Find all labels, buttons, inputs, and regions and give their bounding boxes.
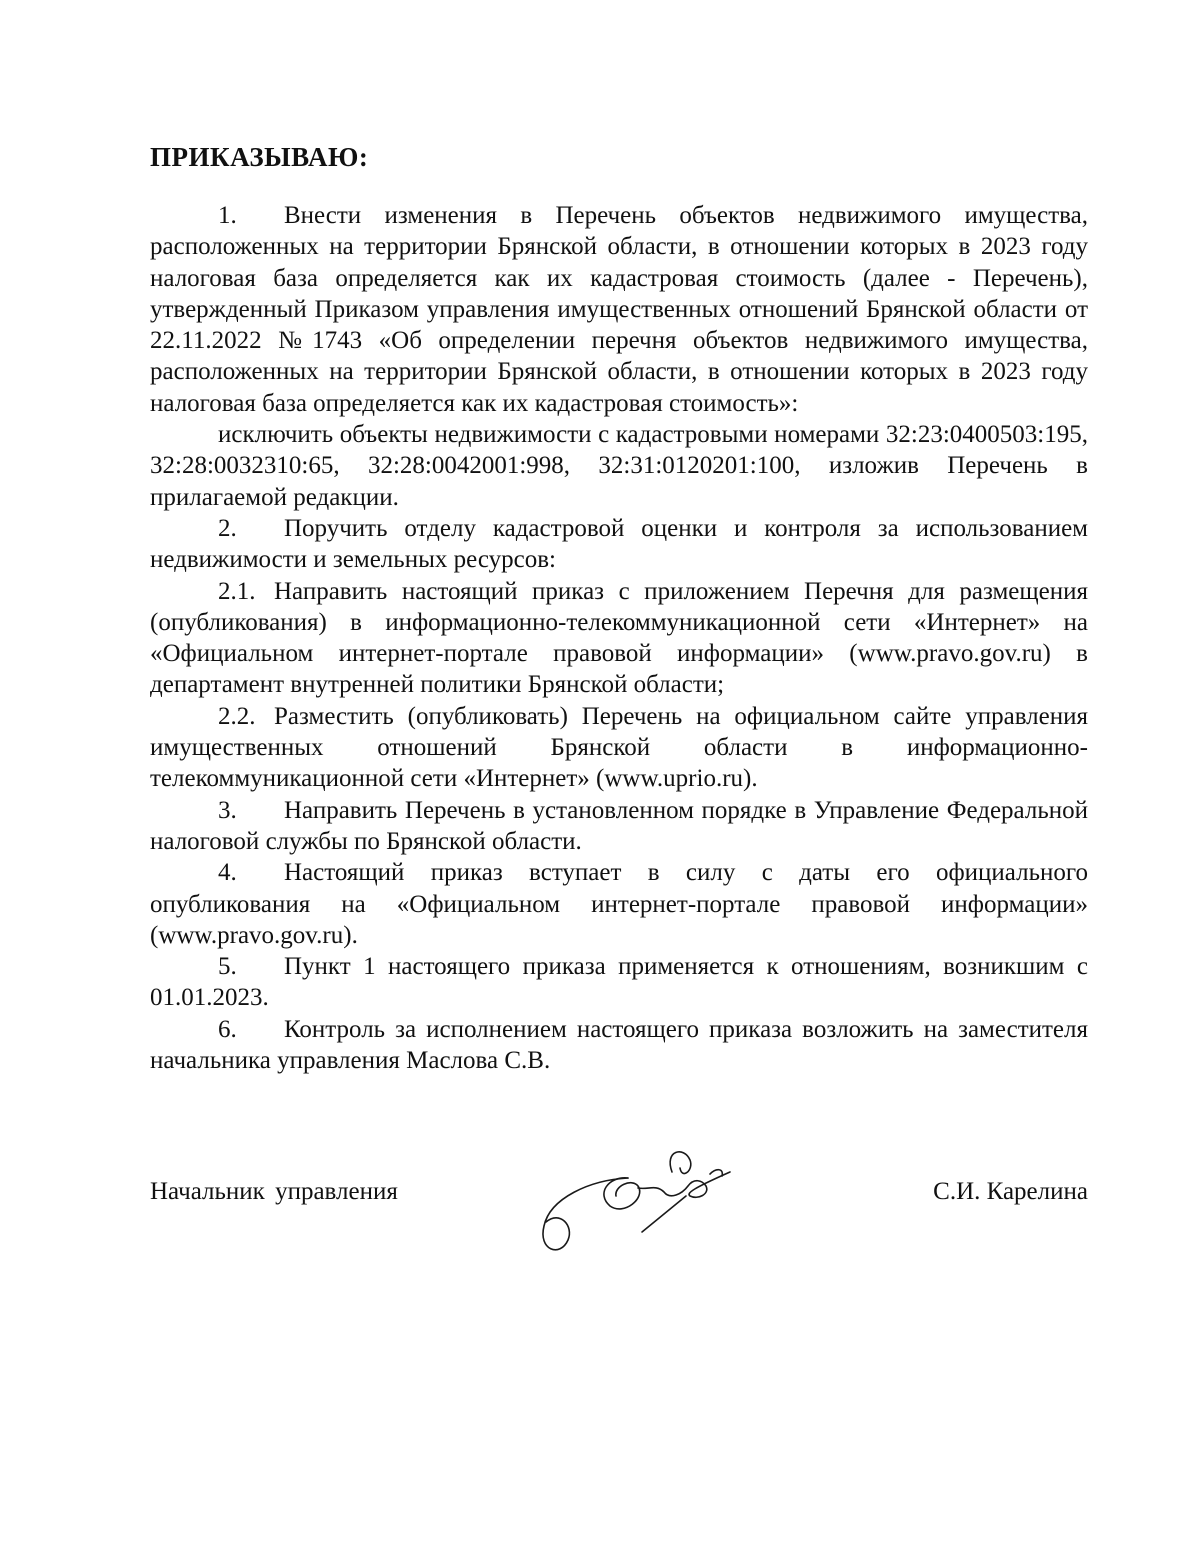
item-text: Разместить (опубликовать) Перечень на официальном сайте управления имущественных отношений Брянской области в информационно-телекоммуникационной сети «Интернет» (www.uprio.ru). — [150, 702, 1088, 793]
order-item-2-1 — [150, 576, 1088, 701]
item-text: Внести изменения в Перечень объектов недвижимого имущества, расположенных на территории Брянской области, в отношении которых в 2023 году налоговая база определяется как их кадастровая стоимость (далее - Перечень), утвержденный Приказом управления имущественных отношений Брянской области от 22.11.2022 №1743 «Об определении перечня объектов недвижимого имущества, расположенных на территории Брянской области, в отношении которых в 2023 году налоговая база определяется как их кадастровая стоимость»: — [150, 202, 1088, 417]
order-item-2-2 — [150, 701, 1088, 795]
item-text: Направить Перечень в установленном порядке в Управление Федеральной налоговой службы по Брянской области. — [150, 796, 1088, 855]
order-item-1-exclusion — [150, 419, 1088, 513]
item-number: 3. — [218, 796, 237, 824]
item-number: 1. — [218, 202, 237, 229]
item-number: 2.2. — [218, 702, 256, 730]
order-item-2 — [150, 513, 1088, 576]
signature-block — [150, 1178, 1088, 1288]
item-text: Настоящий приказ вступает в силу с даты его официального опубликования на «Официальном интернет-портале правовой информации» (www.pravo.gov.ru). — [150, 859, 1088, 949]
item-number: 4. — [218, 859, 237, 887]
item-number: 5. — [218, 953, 237, 981]
item-number: 6. — [218, 1015, 237, 1043]
order-item-1 — [150, 200, 1088, 419]
item-text: Контроль за исполнением настоящего приказа возложить на заместителя начальника управления Маслова С.В. — [150, 1015, 1088, 1075]
handwritten-signature-icon — [530, 1138, 750, 1263]
order-item-6 — [150, 1014, 1088, 1077]
signatory-name: С.И. Карелина — [933, 1178, 1088, 1205]
order-heading: ПРИКАЗЫВАЮ: — [150, 142, 369, 172]
item-text: Направить настоящий приказ с приложением Перечня для размещения (опубликования) в информационно-телекоммуникационной сети «Интернет» на «Официальном интернет-портале правовой информации» (www.pravo.gov.ru) в департамент внутренней политики Брянской области; — [150, 577, 1088, 699]
order-item-3 — [150, 795, 1088, 858]
order-item-5 — [150, 951, 1088, 1014]
item-text: Поручить отделу кадастровой оценки и контроля за использованием недвижимости и земельных ресурсов: — [150, 514, 1088, 574]
signatory-position: Начальник управления — [150, 1178, 398, 1205]
item-text: исключить объекты недвижимости с кадастровыми номерами 32:23:0400503:195, 32:28:0032310:65, 32:28:0042001:998, 32:31:0120201:100, изложив Перечень в прилагаемой редакции. — [150, 421, 1088, 511]
order-body — [150, 200, 1088, 1076]
item-number: 2. — [218, 514, 237, 542]
item-number: 2.1. — [218, 577, 256, 605]
order-item-4 — [150, 857, 1088, 951]
item-text: Пункт 1 настоящего приказа применяется к отношениям, возникшим с 01.01.2023. — [150, 953, 1088, 1012]
